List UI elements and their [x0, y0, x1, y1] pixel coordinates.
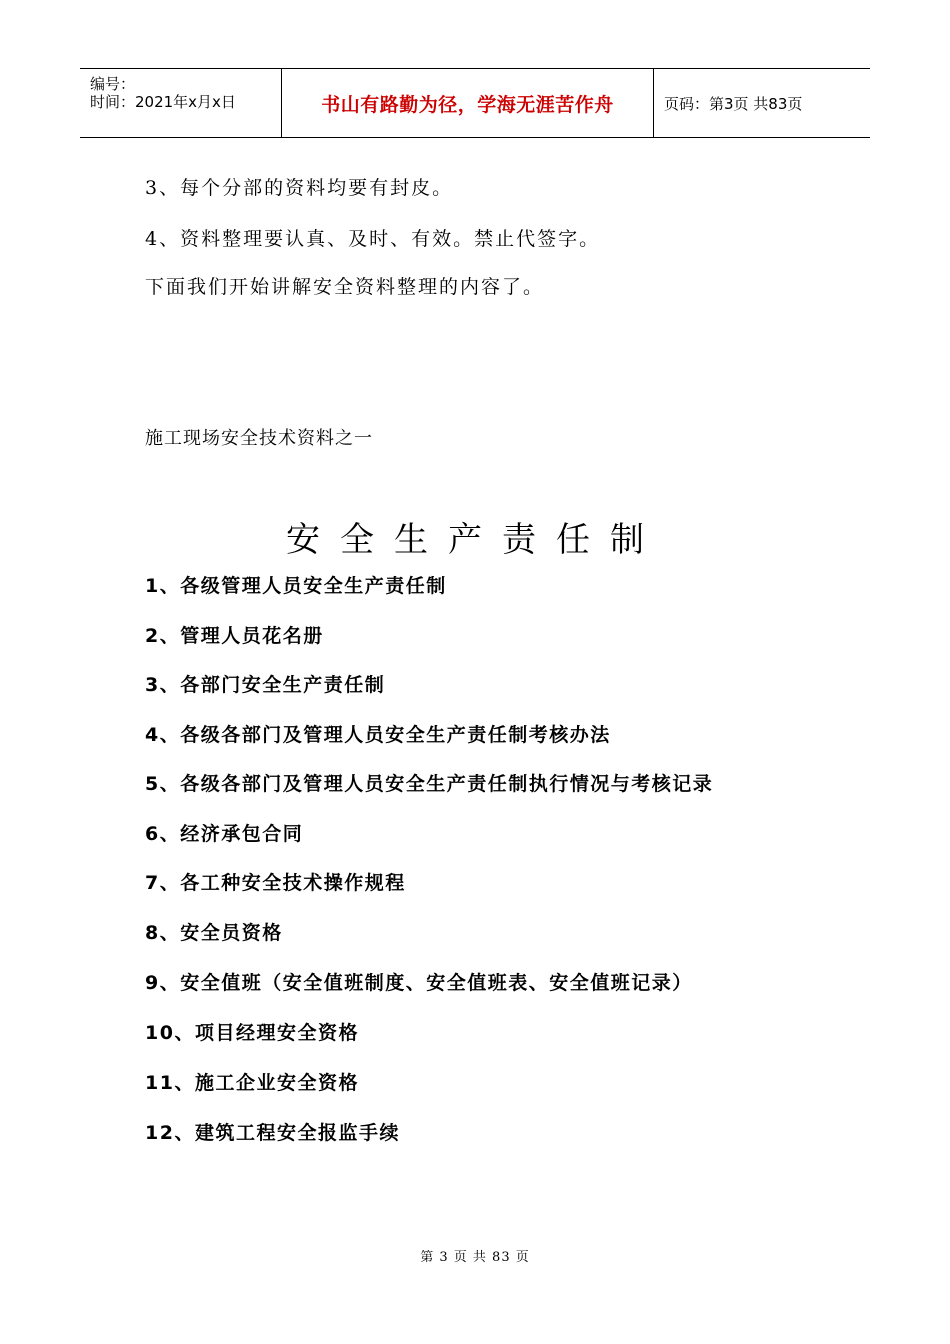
page-header	[80, 68, 870, 138]
section-subtitle: 施工现场安全技术资料之一	[145, 428, 373, 449]
page-title: 安全生产责任制	[286, 520, 664, 560]
page-footer: 第 3 页 共 83 页	[420, 1250, 530, 1265]
list-item: 10、项目经理安全资格	[145, 1022, 359, 1044]
time-label: 时间：2021年x月x日	[90, 93, 236, 111]
list-item: 7、各工种安全技术操作规程	[145, 872, 406, 894]
list-item: 5、各级各部门及管理人员安全生产责任制执行情况与考核记录	[145, 773, 714, 795]
list-item: 3、各部门安全生产责任制	[145, 674, 386, 696]
intro-line: 4、资料整理要认真、及时、有效。禁止代签字。	[145, 228, 601, 250]
page-info: 页码：第3页 共83页	[664, 94, 803, 113]
header-motto-cell	[282, 69, 654, 137]
list-item: 1、各级管理人员安全生产责任制	[145, 575, 447, 597]
list-item: 6、经济承包合同	[145, 823, 304, 845]
motto: 书山有路勤为径，学海无涯苦作舟	[321, 93, 614, 116]
list-item: 11、施工企业安全资格	[145, 1072, 359, 1094]
list-item: 8、安全员资格	[145, 922, 283, 944]
intro-line: 下面我们开始讲解安全资料整理的内容了。	[145, 276, 545, 298]
list-item: 4、各级各部门及管理人员安全生产责任制考核办法	[145, 724, 611, 746]
list-item: 12、建筑工程安全报监手续	[145, 1122, 400, 1144]
list-item: 9、安全值班（安全值班制度、安全值班表、安全值班记录）	[145, 972, 693, 994]
header-meta	[80, 69, 282, 137]
number-label: 编号：	[90, 75, 136, 93]
list-item: 2、管理人员花名册	[145, 625, 324, 647]
header-page-info	[654, 69, 870, 137]
intro-line: 3、每个分部的资料均要有封皮。	[145, 177, 454, 199]
